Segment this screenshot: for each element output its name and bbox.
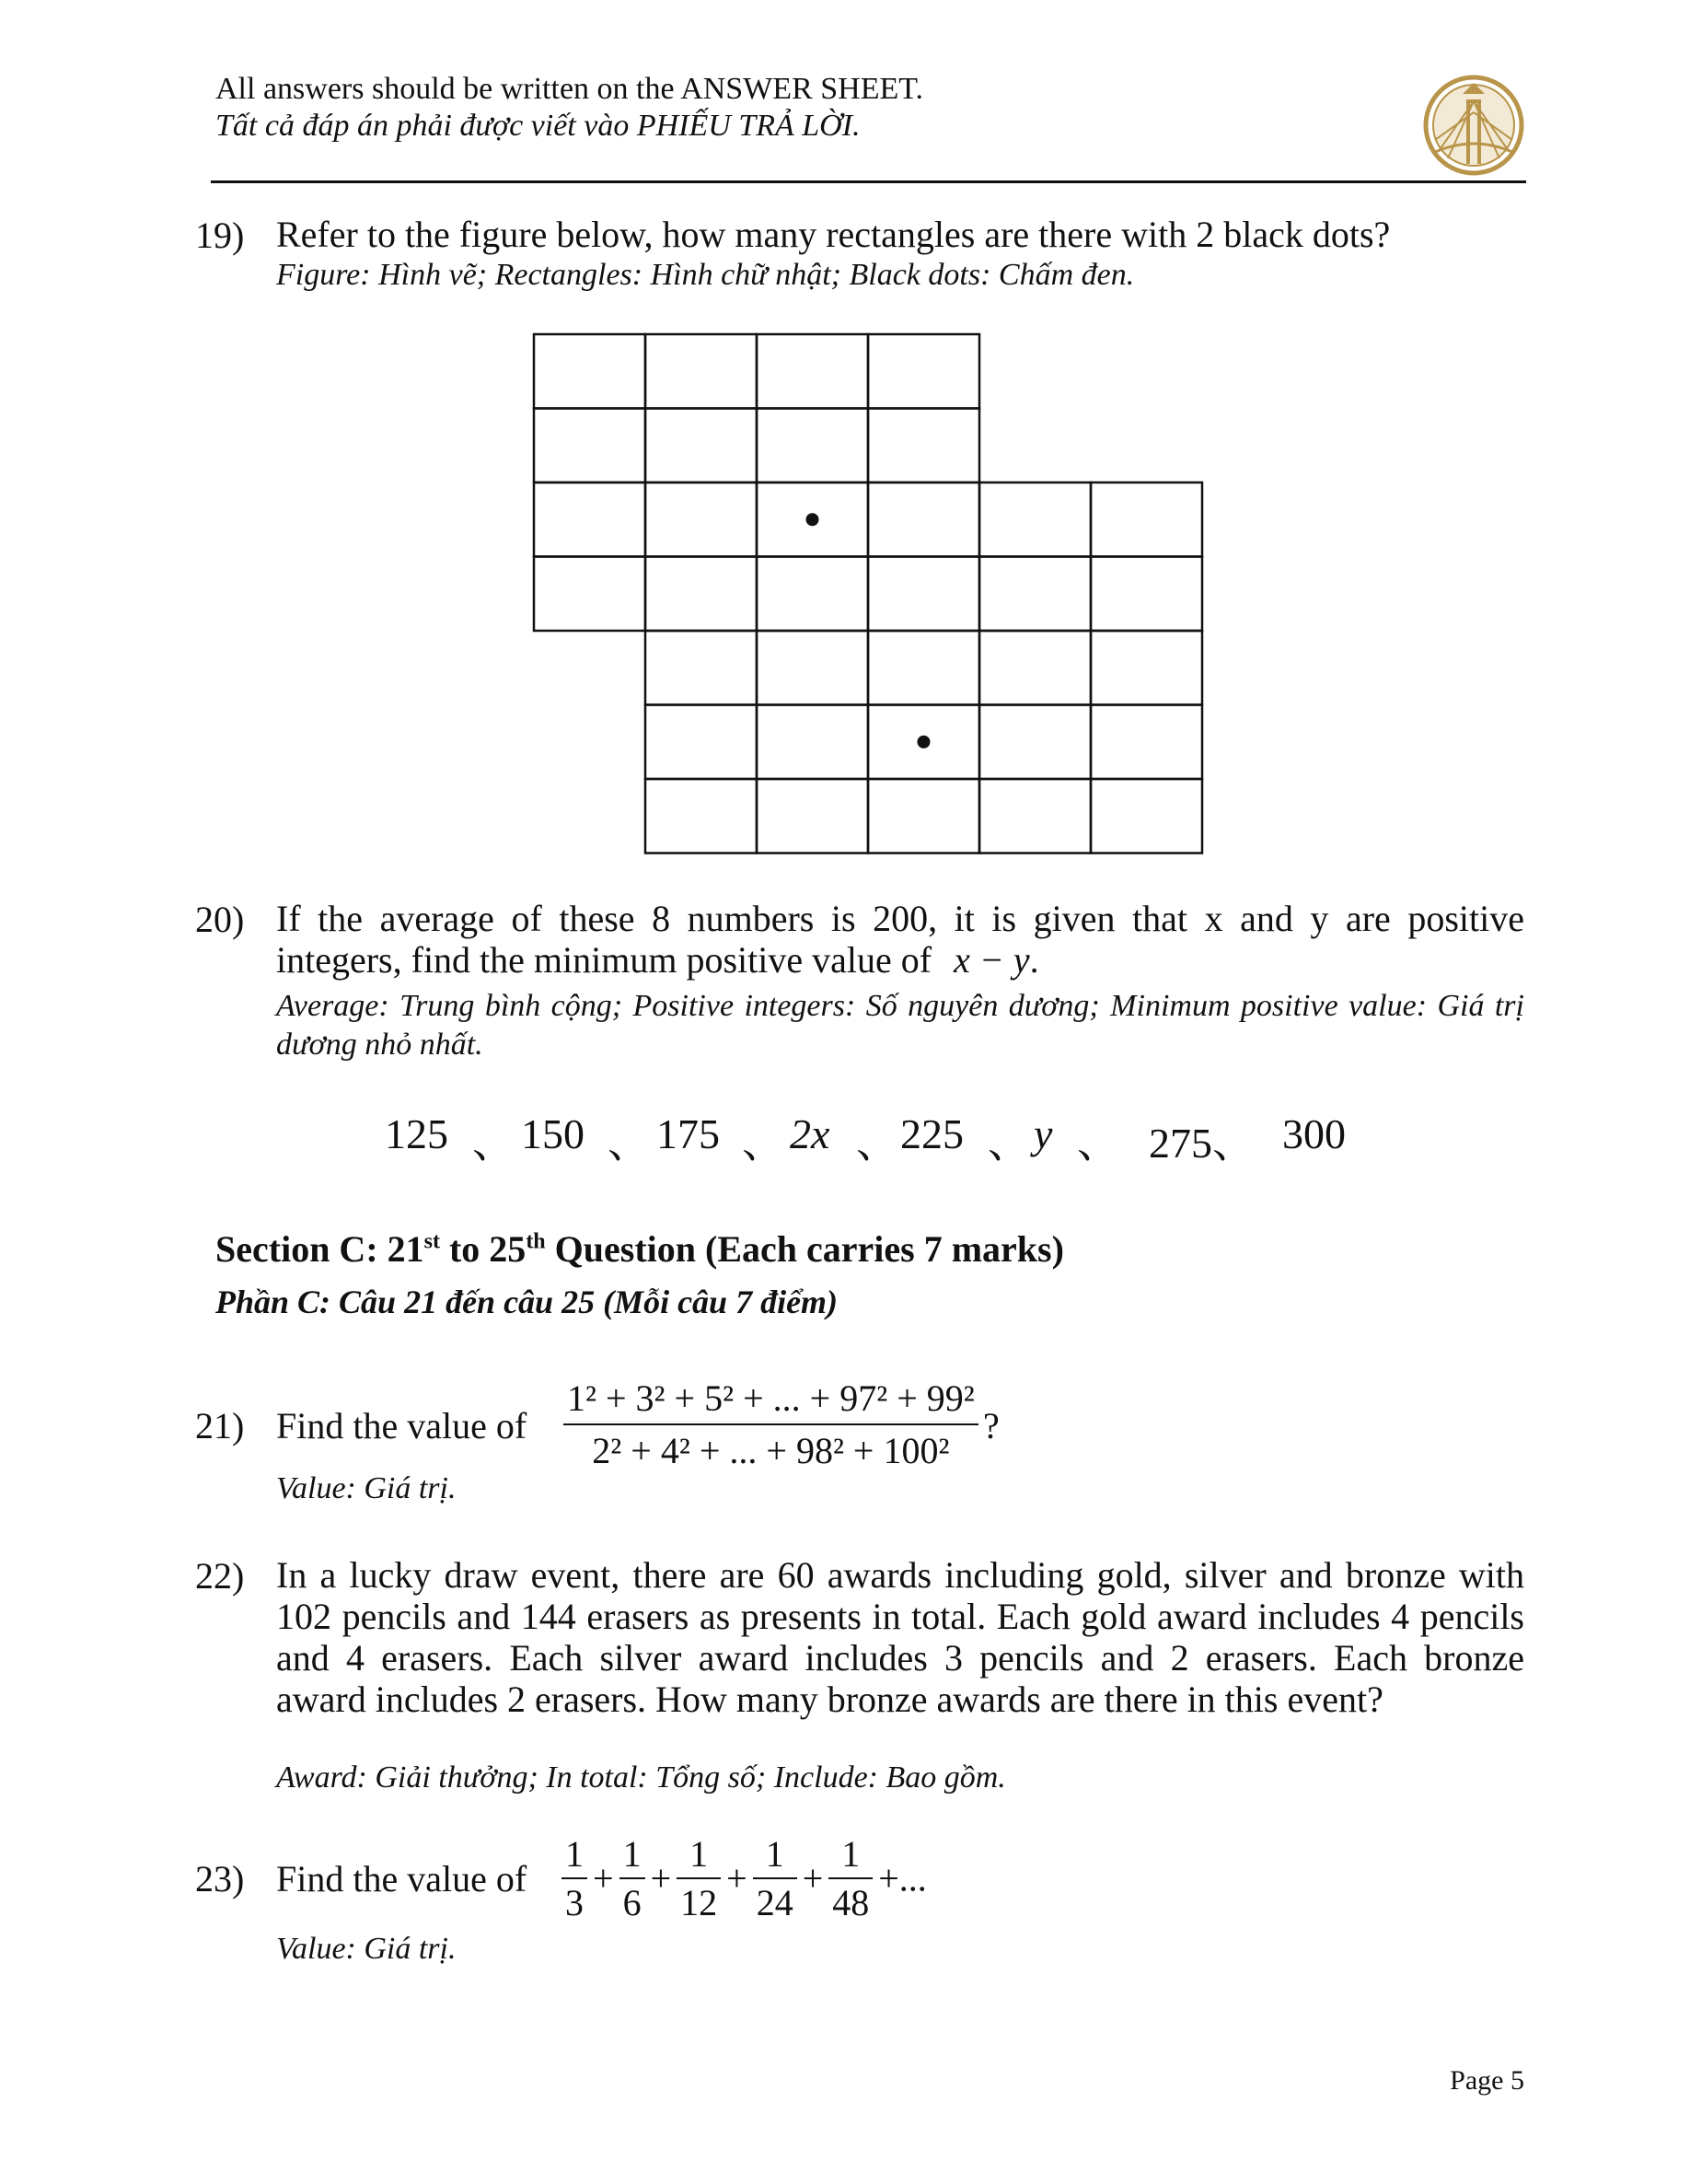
grid-cell: [645, 482, 757, 557]
question-20-text-main: If the average of these 8 numbers is 200, it is given that x and y are positive integers, find the minimum positive value of: [276, 898, 1524, 981]
question-23-series: [556, 1832, 927, 1924]
question-number: 19): [195, 215, 245, 256]
sequence-item: 300: [1282, 1110, 1346, 1157]
black-dot: [918, 736, 931, 749]
fraction-denominator: 2² + 4² + ... + 98² + 100²: [592, 1430, 950, 1471]
grid-cell: [868, 779, 979, 854]
sequence-item: 225: [900, 1110, 964, 1157]
series-fraction: $\frac{1}{24}$: [753, 1832, 797, 1924]
grid-cell: [1091, 779, 1202, 854]
grid-cell: [979, 705, 1091, 780]
plus-sign: +: [593, 1857, 614, 1899]
series-fraction: $\frac{1}{48}$: [828, 1832, 873, 1924]
question-20-glossary: Average: Trung bình cộng; Positive integers: Số nguyên dương; Minimum positive value: Giá trị dương nhỏ nhất.: [276, 989, 1524, 1062]
question-19-text: Refer to the figure below, how many rectangles are there with 2 black dots?: [276, 214, 1391, 255]
plus-sign: +: [726, 1857, 747, 1899]
series-fraction: $\frac{1}{3}$: [561, 1832, 587, 1924]
grid-cell: [645, 705, 757, 780]
question-20-expression: x − y: [954, 939, 1030, 981]
sequence-item: 125: [385, 1110, 448, 1157]
sequence-item: 2x: [790, 1110, 830, 1157]
question-mark: ?: [983, 1405, 1000, 1446]
grid-cell: [1091, 482, 1202, 557]
grid-cell: [757, 334, 868, 409]
header-instruction-en: All answers should be written on the ANSWER SHEET.: [215, 72, 924, 106]
sequence-item: 150: [521, 1110, 585, 1157]
grid-cell: [868, 557, 979, 632]
grid-cell: [757, 631, 868, 705]
grid-cell: [1091, 557, 1202, 632]
grid-cell: [645, 409, 757, 483]
sequence-separator: 、: [988, 1120, 1030, 1167]
sequence-item: 175: [656, 1110, 720, 1157]
sequence-item: 275、: [1149, 1120, 1255, 1167]
sequence-item: y: [1034, 1110, 1053, 1157]
series-fraction: $\frac{1}{12}$: [677, 1832, 721, 1924]
grid-cell: [645, 779, 757, 854]
grid-cell: [868, 334, 979, 409]
question-23-glossary: Value: Giá trị.: [276, 1932, 457, 1966]
grid-cell: [979, 631, 1091, 705]
fraction-numerator: 1² + 3² + 5² + ... + 97² + 99²: [563, 1377, 978, 1425]
grid-cell: [1091, 631, 1202, 705]
question-19-glossary: Figure: Hình vẽ; Rectangles: Hình chữ nhật; Black dots: Chấm đen.: [276, 258, 1135, 292]
sequence-separator: 、: [856, 1120, 898, 1167]
page-number: Page 5: [1450, 2065, 1524, 2096]
question-22-text: In a lucky draw event, there are 60 awards including gold, silver and bronze with 102 pencils and 144 erasers as presents in total. Each gold award includes 4 pencils and 4 erasers. Each silver award includes 3 pencils and 2 erasers. Each bronze award includes 2 erasers. How many bronze awards are there in this event?: [276, 1554, 1524, 1720]
question-number: 21): [195, 1405, 245, 1446]
question-number: 20): [195, 899, 245, 940]
sequence-separator: 、: [472, 1120, 515, 1167]
grid-cell: [645, 631, 757, 705]
question-20-period: .: [1029, 939, 1039, 981]
grid-cell: [645, 334, 757, 409]
question-20-text: [276, 898, 1524, 981]
question-number: 22): [195, 1555, 245, 1597]
plus-sign: +: [802, 1857, 824, 1899]
bridge-emblem-icon: [1422, 74, 1525, 177]
grid-cell: [534, 482, 645, 557]
section-c-subtitle: Phần C: Câu 21 đến câu 25 (Mỗi câu 7 điểm): [215, 1284, 839, 1320]
plus-sign: +: [650, 1857, 672, 1899]
grid-cell: [534, 409, 645, 483]
question-21-text: Find the value of: [276, 1405, 527, 1446]
grid-cell: [868, 409, 979, 483]
grid-cell: [645, 557, 757, 632]
grid-cell: [534, 557, 645, 632]
grid-cell: [1091, 705, 1202, 780]
question-21-glossary: Value: Giá trị.: [276, 1471, 457, 1505]
sequence-separator: 、: [608, 1120, 650, 1167]
grid-cell: [868, 631, 979, 705]
sequence-separator: 、: [742, 1120, 784, 1167]
header-instruction-vi: Tất cả đáp án phải được viết vào PHIẾU TRẢ LỜI.: [215, 109, 861, 143]
question-number: 23): [195, 1858, 245, 1899]
section-c-title: Section C: 21st to 25th Question (Each carries 7 marks): [215, 1228, 1064, 1270]
rectangle-grid-figure: [530, 331, 1208, 854]
grid-cell: [757, 409, 868, 483]
grid-cell: [534, 334, 645, 409]
question-23-text: Find the value of: [276, 1858, 527, 1899]
grid-cell: [757, 557, 868, 632]
grid-cell: [757, 779, 868, 854]
sequence-separator: 、: [1077, 1120, 1119, 1167]
series-fraction: $\frac{1}{6}$: [619, 1832, 645, 1924]
grid-cell: [979, 779, 1091, 854]
header-divider: [211, 180, 1526, 183]
grid-cell: [868, 482, 979, 557]
grid-cell: [979, 557, 1091, 632]
question-22-glossary: Award: Giải thưởng; In total: Tổng số; Include: Bao gồm.: [276, 1760, 1006, 1795]
question-21-fraction: [563, 1377, 978, 1472]
grid-cell: [979, 482, 1091, 557]
series-ellipsis: +...: [878, 1857, 927, 1899]
grid-cell: [757, 705, 868, 780]
black-dot: [806, 513, 819, 526]
